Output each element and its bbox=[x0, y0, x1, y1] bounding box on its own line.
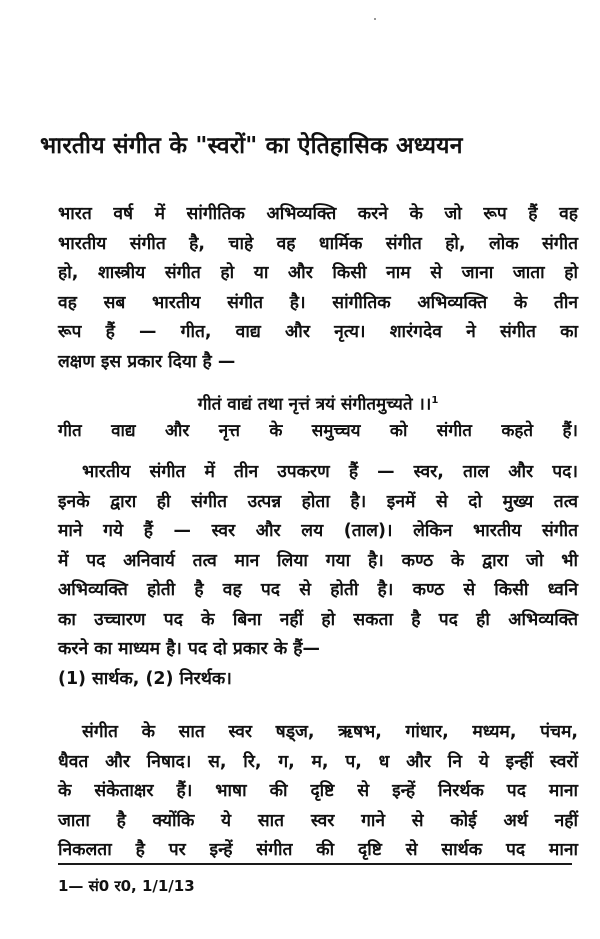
chapter-title: भारतीय संगीत के "स्वरों" का ऐतिहासिक अध्ययन bbox=[40, 133, 463, 159]
footnote-divider bbox=[58, 863, 572, 865]
sanskrit-verse bbox=[58, 386, 578, 416]
paragraph-2-line: अभिव्यक्ति होती है वह पद से होती है। कण्ठ से किसी ध्वनि bbox=[58, 580, 578, 600]
paragraph-2-line: का उच्चारण पद के बिना नहीं हो सकता है पद ही अभिव्यक्ति bbox=[58, 609, 578, 630]
paragraph-2-line: करने का माध्यम है। पद दो प्रकार के हैं— bbox=[58, 639, 320, 659]
paragraph-1-line: वह सब भारतीय संगीत है। सांगीतिक अभिव्यक्ति के तीन bbox=[58, 292, 578, 313]
paragraph-3-line: संगीत के सात स्वर षड्ज, ऋषभ, गांधार, मध्यम, पंचम, bbox=[82, 722, 578, 742]
paragraph-3-line: जाता है क्योंकि ये सात स्वर गाने से कोई अर्थ नहीं bbox=[58, 810, 578, 831]
paragraph-1 bbox=[58, 200, 578, 377]
footnote: 1— सं0 र0, 1/1/13 bbox=[58, 877, 195, 895]
verse-meaning: गीत वाद्य और नृत्त के समुच्चय को संगीत कहते हैं। bbox=[58, 420, 578, 441]
paragraph-2-line: (1) सार्थक, (2) निरर्थक। bbox=[58, 668, 232, 689]
paragraph-3 bbox=[58, 718, 578, 866]
sanskrit-verse-text: गीतं वाद्यं तथा नृत्तं त्रयं संगीतमुच्यते ।। bbox=[197, 394, 432, 415]
footnote-marker: 1 bbox=[431, 395, 439, 406]
paragraph-2 bbox=[58, 458, 578, 694]
paper-speck bbox=[374, 18, 376, 20]
paragraph-2-line: में पद अनिवार्य तत्व मान लिया गया है। कण्ठ के द्वारा जो भी bbox=[58, 550, 578, 571]
paragraph-1-line: हो, शास्त्रीय संगीत हो या और किसी नाम से जाना जाता हो bbox=[58, 263, 578, 283]
paragraph-1-line: लक्षण इस प्रकार दिया है — bbox=[58, 351, 236, 372]
paragraph-2-line: माने गये हैं — स्वर और लय (ताल)। लेकिन भारतीय संगीत bbox=[58, 521, 578, 541]
paragraph-3-line: धैवत और निषाद। स, रि, ग, म, प, ध और नि ये इन्हीं स्वरों bbox=[58, 751, 578, 772]
paragraph-2-line: भारतीय संगीत में तीन उपकरण हैं — स्वर, ताल और पद। bbox=[82, 462, 578, 482]
sanskrit-verse-block bbox=[58, 386, 578, 445]
paragraph-3-line: के संकेताक्षर हैं। भाषा की दृष्टि से इन्हें निरर्थक पद माना bbox=[58, 781, 578, 801]
paragraph-2-line: इनके द्वारा ही संगीत उत्पन्न होता है। इनमें से दो मुख्य तत्व bbox=[58, 491, 578, 512]
paragraph-1-line: रूप हैं — गीत, वाद्य और नृत्य। शारंगदेव ने संगीत का bbox=[58, 322, 578, 342]
paragraph-1-line: भारतीय संगीत है, चाहे वह धार्मिक संगीत हो, लोक संगीत bbox=[58, 233, 578, 254]
paragraph-3-line: निकलता है पर इन्हें संगीत की दृष्टि से सार्थक पद माना bbox=[58, 840, 578, 860]
paragraph-1-line: भारत वर्ष में सांगीतिक अभिव्यक्ति करने के जो रूप हैं वह bbox=[58, 204, 578, 224]
